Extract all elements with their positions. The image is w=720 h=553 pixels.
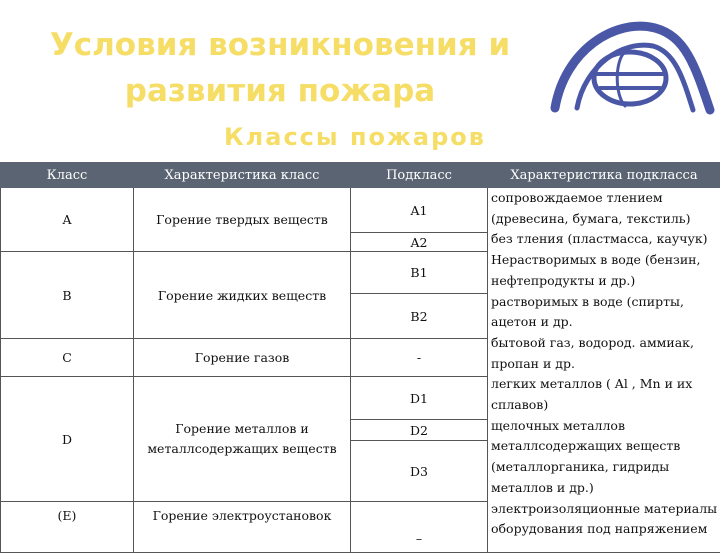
page-subtitle: Классы пожаров	[195, 123, 515, 151]
header-subclass-characteristic: Характеристика подкласса	[488, 163, 720, 188]
class-characteristic-cell: Горение электроустановок	[134, 502, 351, 553]
subclass-cell: B1	[351, 252, 488, 294]
class-cell: A	[1, 188, 134, 252]
description-line: (металлорганика, гидриды	[491, 457, 720, 478]
class-cell: B	[1, 252, 134, 339]
subclass-description-cell	[488, 188, 720, 553]
subclass-cell: D1	[351, 377, 488, 420]
description-line: ацетон и др.	[491, 312, 720, 333]
description-line: сопровождаемое тлением	[491, 188, 720, 209]
header-subclass: Подкласс	[351, 163, 488, 188]
subclass-cell: –	[351, 502, 488, 553]
description-line: без тления (пластмасса, каучук)	[491, 229, 720, 250]
class-cell: (E)	[1, 502, 134, 553]
class-cell: D	[1, 377, 134, 502]
class-cell: C	[1, 339, 134, 377]
description-line: металлов и др.)	[491, 478, 720, 499]
description-line: (древесина, бумага, текстиль)	[491, 209, 720, 230]
subclass-cell: -	[351, 339, 488, 377]
description-line: бытовой газ, водород. аммиак,	[491, 333, 720, 354]
subclass-cell: D2	[351, 420, 488, 441]
description-line: растворимых в воде (спирты,	[491, 292, 720, 313]
subclass-cell: A1	[351, 188, 488, 233]
subclass-cell: D3	[351, 441, 488, 502]
subclass-cell: B2	[351, 294, 488, 339]
description-line: электроизоляционные материалы	[491, 499, 720, 520]
table-row	[1, 188, 720, 233]
header-class: Класс	[1, 163, 134, 188]
class-characteristic-cell: Горение металлов и металлсодержащих веществ	[134, 377, 351, 502]
description-line: Нерастворимых в воде (бензин,	[491, 250, 720, 271]
subclass-cell: A2	[351, 233, 488, 252]
description-line: нефтепродукты и др.)	[491, 271, 720, 292]
description-line: сплавов)	[491, 395, 720, 416]
description-line: легких металлов ( Al , Mn и их	[491, 374, 720, 395]
header-class-characteristic: Характеристика класс	[134, 163, 351, 188]
emblem-logo-icon	[545, 10, 715, 120]
description-line: металлсодержащих веществ	[491, 436, 720, 457]
fire-classes-table	[0, 162, 720, 553]
class-characteristic-cell: Горение жидких веществ	[134, 252, 351, 339]
class-characteristic-cell: Горение газов	[134, 339, 351, 377]
class-characteristic-cell: Горение твердых веществ	[134, 188, 351, 252]
page-title: Условия возникновения и развития пожара	[30, 22, 530, 114]
description-line: пропан и др.	[491, 354, 720, 375]
description-line: оборудования под напряжением	[491, 519, 720, 540]
table-header-row	[1, 163, 720, 188]
description-line: щелочных металлов	[491, 416, 720, 437]
